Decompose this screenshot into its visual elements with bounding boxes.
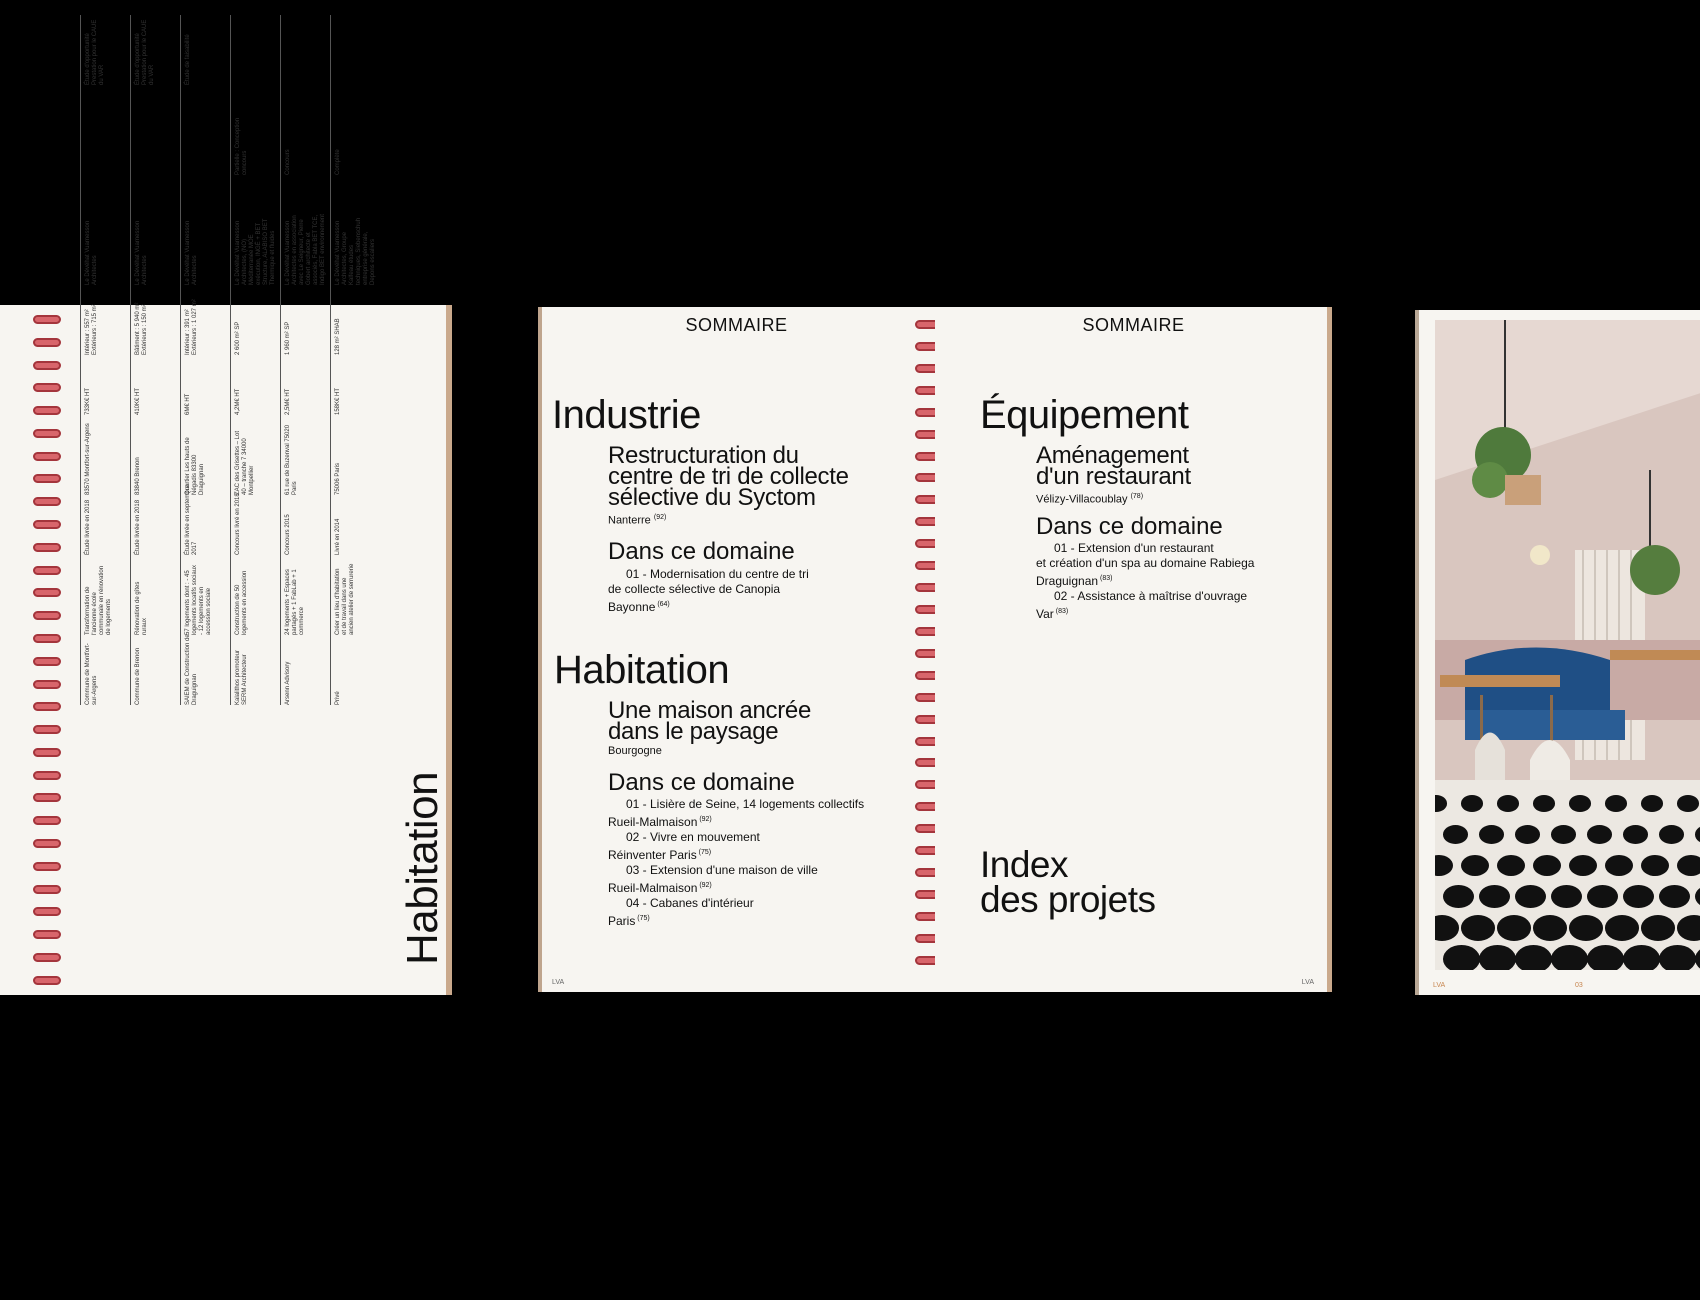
domain-heading: Dans ce domaine [608,538,795,565]
floor-dot [1551,885,1582,908]
table-cell: Partielle : Conception concours [235,117,248,175]
floor-dot [1461,795,1483,812]
floor-dot [1659,825,1684,844]
project-title: Aménagement d'un restaurant [1036,442,1191,490]
table-cell: Le Dévéhat Vuarnesson Architectes [185,220,198,285]
table-cell: 4,2M€ HT [235,388,241,415]
floor-dot [1587,825,1612,844]
table-cell: Construction de 50 logements en accession [235,570,248,635]
table-cell: SAIEM de Construction de Draguignan [185,634,198,705]
domain-list-item: 01 - Lisière de Seine, 14 logements collectifs [626,797,865,811]
table-cell: Intérieur : 391 m² Extérieurs : 1 027 m² [185,299,198,355]
page-number: 03 [1575,982,1583,989]
floor-dot [1443,885,1474,908]
table-cell: 24 logements + Espaces partagés + 1 FabLab + 1 commerce [285,569,305,635]
floor-dot [1677,795,1699,812]
page-header: SOMMAIRE [1082,315,1185,335]
restaurant-interior-photo [1435,320,1700,970]
floor-dot [1623,825,1648,844]
project-location: Vélizy-Villacoublay $^{(78)}$ [1036,493,1144,506]
table-cell: Bâtiment : 5 940 m² Extérieurs : 150 m² [135,302,148,355]
table-cell: Le Dévéhat Vuarnesson Architectes [85,220,98,285]
domain-list-item: 03 - Extension d'une maison de ville [626,863,818,877]
domain-list-item: 02 - Vivre en mouvement [626,830,760,844]
table-cell: Concours [285,149,291,175]
floor-dot [1569,795,1591,812]
floor-dot [1443,825,1468,844]
restaurant-photo-page [1415,310,1700,995]
table-cell: Transformation de l'ancienne école communale en rénovation de logements [85,565,112,635]
table-cell: Étude livrée en 2018 [135,499,141,555]
table-cell: Concours 2015 [285,514,291,555]
domain-list-item: 04 - Cabanes d'intérieur [626,896,754,910]
table-cell: Créer un lieu d'habitation et de travail dans une ancien atelier de serrurerie [335,563,355,635]
domain-list-item: Réinventer Paris $^{(75)}$ [608,848,712,862]
domain-list-item: et création d'un spa au domaine Rabiega [1036,556,1255,570]
floor-dot [1677,855,1700,876]
table-cell: Étude de faisabilité [185,34,191,85]
table-cell: 6M€ HT [185,393,191,415]
project-location: Bourgogne [608,745,662,757]
table-cell: Complète [335,149,341,175]
floor-dot [1605,795,1627,812]
table-cell: Étude d'opportunité Prestation pour le CAUE du VAR [85,19,105,85]
table-cell: Le Dévéhat Vuarnesson Architectes, Groupe Kalfeau études techniques, Siebenschuh entreprise générale, Depons escaliers [335,217,376,285]
project-title: Une maison ancrée dans le paysage [608,697,812,745]
domain-list-item: de collecte sélective de Canopia [608,582,781,596]
domain-list [608,797,928,929]
table-cell: 83840 Brenon [135,457,141,495]
floor-dot [1497,915,1531,941]
table-cell: 1 960 m² SP [285,321,291,355]
section-title-industrie: Industrie [552,393,701,437]
table-cell: Le Dévéhat Vuarnesson Architectes [135,220,148,285]
sommaire-left-page [538,307,935,992]
domain-heading: Dans ce domaine [608,769,795,796]
table-cell: Le Dévéhat Vuarnesson Architectes en association avec Le Seigneur, Pierre Gobert architecte et associés, Fabla BET TCE, Indigo BET environnement [285,214,326,285]
floor-dot [1587,885,1618,908]
floor-dot [1569,915,1603,941]
floor-dot [1461,915,1495,941]
domain-list-item: Rueil-Malmaison $^{(92)}$ [608,881,712,895]
table-cell: 410K€ HT [135,387,141,415]
floor-dot [1533,795,1555,812]
table-cell: 2 600 m² SP [235,321,241,355]
project-location: Nanterre $^{(92)}$ [608,514,667,527]
table-row [130,15,181,705]
project-title: Restructuration du centre de tri de collecte sélective du Syctom [608,442,849,511]
floor-dot [1479,825,1504,844]
domain-list [608,567,908,615]
table-cell: Quartier Les hauts de Négadis 83300 Draguignan [185,437,205,495]
table-cell: 733K€ HT [85,387,91,415]
domain-list-item: Draguignan $^{(83)}$ [1036,574,1113,588]
floor-dot [1515,825,1540,844]
floor-dot [1461,855,1489,876]
table-cell: 75006 Paris [335,462,341,495]
table-cell: Étude livrée en 2018 [85,499,91,555]
floor-dot [1641,915,1675,941]
floor-dot [1623,945,1660,970]
page-footer: LVA [1301,979,1314,986]
table-cell: Le Dévéhat Vuarnesson Architectes, (NO) Méditerranée MOE exécution, INGÉ + BET Structure, ALABISO BET Thermique et fluides [235,218,276,285]
floor-dot [1479,885,1510,908]
section-title-equipement: Équipement [980,393,1189,437]
domain-list-item: Rueil-Malmaison $^{(92)}$ [608,815,712,829]
floor-dot [1641,855,1669,876]
floor-dot [1497,855,1525,876]
floor-dot [1623,885,1654,908]
floor-dot [1515,885,1546,908]
floor-dot [1443,945,1480,970]
table-cell: 57 logements dont : - 45 logements locatifs sociaux - 12 logements en accession sociale [185,564,212,635]
table-cell: Livré en 2014 [335,518,341,555]
table-cell: Rénovation de gîtes ruraux [135,581,148,635]
page-footer: LVA [1433,982,1446,989]
table-row [230,15,281,705]
sommaire-right-page [935,307,1332,992]
floor-dot [1569,855,1597,876]
table-cell: Commune de Brenon [135,647,141,705]
floor-dot [1605,915,1639,941]
floor-dot [1641,795,1663,812]
index-heading: Index des projets [980,844,1156,920]
floor-dot [1659,885,1690,908]
table-row [330,15,381,705]
floor-dot [1677,915,1700,941]
floor-dot [1497,795,1519,812]
table-cell: Kalalithos promoteur SERM Architecteur [235,649,248,705]
floor-dot [1551,825,1576,844]
table-cell: Étude livrée en septembre 2017 [185,484,198,555]
section-title-habitation: Habitation [554,648,730,692]
domain-list-item: 01 - Extension d'un restaurant [1054,541,1214,555]
domain-list-item: Bayonne $^{(64)}$ [608,600,670,614]
spiral-binding-left [33,315,61,985]
table-row [180,15,231,705]
table-row [80,15,131,705]
domain-list [1036,541,1326,622]
table-cell: 83570 Montfort-sur-Argens [85,423,91,495]
table-cell: Étude d'opportunité Prestation pour le CAUE du VAR [135,19,155,85]
page-header: SOMMAIRE [685,315,788,335]
table-cell: Privé [335,691,341,705]
table-cell: 2,5M€ HT [285,388,291,415]
domain-list-item: 02 - Assistance à maîtrise d'ouvrage [1054,589,1248,603]
domain-heading: Dans ce domaine [1036,513,1223,540]
domain-list-item: 01 - Modernisation du centre de tri [626,567,809,581]
floor-dot [1659,945,1696,970]
floor-dot [1515,945,1552,970]
table-cell: 128 m² SHAB [335,318,341,355]
section-title-habitation: Habitation [398,771,447,965]
domain-list-item: Paris $^{(75)}$ [608,914,650,928]
table-cell: 158K€ HT [335,387,341,415]
table-cell: Concours livré en 2018 [235,493,241,555]
floor-dot [1533,915,1567,941]
table-cell: 61 rue de Buzenval 75020 Paris [285,424,298,495]
page-footer: LVA [552,979,565,986]
floor-dot [1533,855,1561,876]
floor-dot [1587,945,1624,970]
floor-dot [1551,945,1588,970]
table-cell: ZAC des Grisettes – Lot 40 – tranche 7 34000 Montpellier [235,430,255,495]
table-cell: Intérieur : 557 m² Extérieurs : 715 m² [85,304,98,355]
floor-dot [1605,855,1633,876]
domain-list-item: Var $^{(83)}$ [1036,607,1069,621]
table-cell: Commune de Montfort-sur-Argens [85,643,98,705]
table-cell: Arsenn Advisory [285,661,291,705]
floor-dot [1479,945,1516,970]
table-row [280,15,331,705]
